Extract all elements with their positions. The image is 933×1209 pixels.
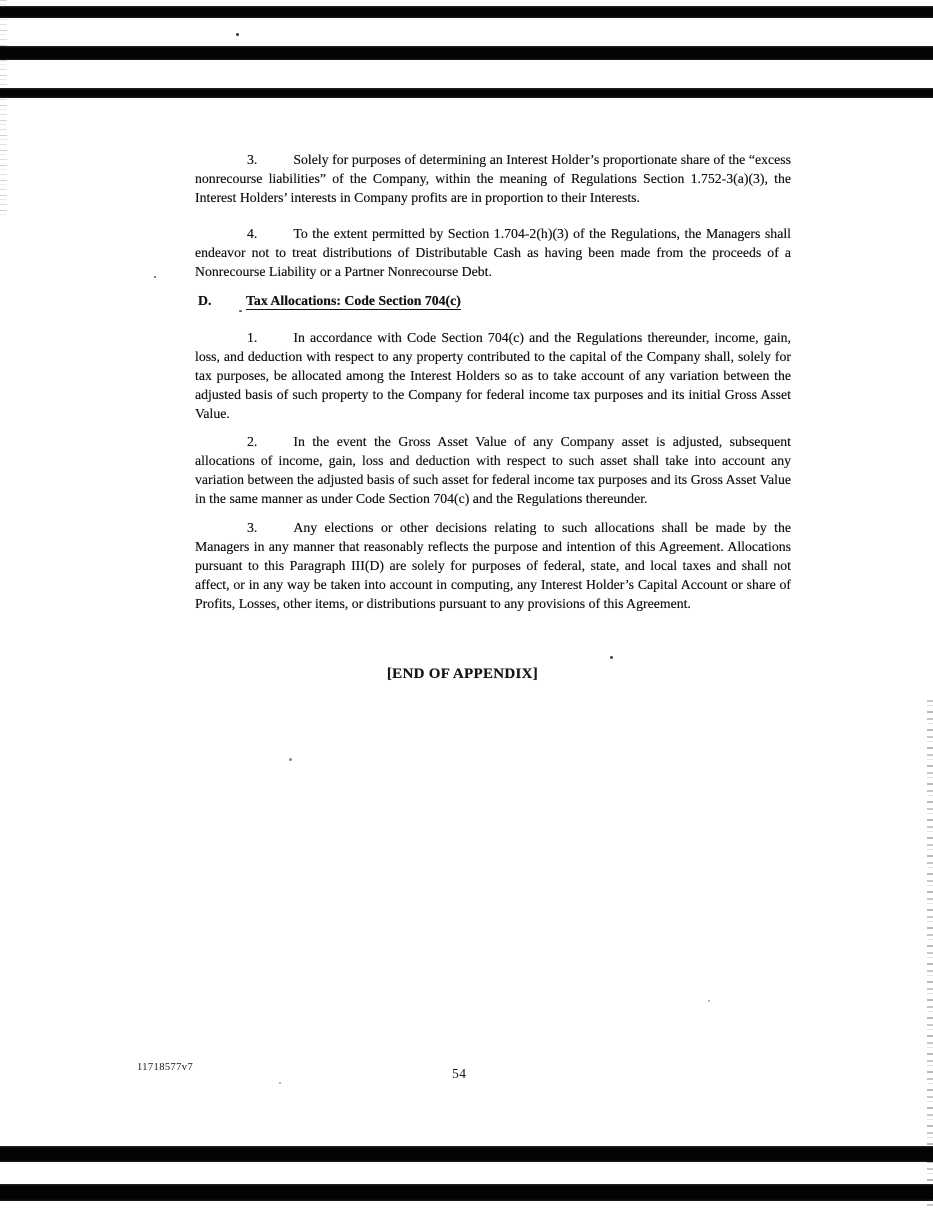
paragraph-text: To the extent permitted by Section 1.704-2(h)(3) of the Regulations, the Managers shall endeavor not to treat distributions of Distributable Cash as having been made from the proceeds of a Nonrecourse Liability or a Partner Nonrecourse Debt. — [195, 226, 791, 279]
scan-speck — [708, 1000, 710, 1002]
scan-noise-right-edge — [927, 700, 933, 1209]
section-paragraph-2 — [195, 432, 791, 508]
scan-speck — [154, 276, 156, 278]
paragraph-text: Any elections or other decisions relating to such allocations shall be made by the Managers in any manner that reasonably reflects the purpose and intention of this Agreement. Allocations pursuant to this Paragraph III(D) are solely for purposes of federal, state, and local taxes and shall not affect, or in any way be taken into account in computing, any Interest Holder’s Capital Account or share of Profits, Losses, other items, or distributions pursuant to any provisions of this Agreement. — [195, 520, 791, 611]
footer-document-number: 11718577v7 — [137, 1062, 194, 1073]
paragraph-number: 3. — [247, 152, 258, 167]
scan-speck — [279, 1082, 281, 1084]
scan-speck — [289, 758, 292, 761]
section-d-heading — [195, 291, 791, 311]
scan-artifact-bar-bottom-2 — [0, 1184, 933, 1201]
paragraph-3 — [195, 150, 791, 207]
scan-artifact-bar-top-3 — [0, 88, 933, 98]
document-body — [195, 150, 791, 613]
paragraph-number: 3. — [247, 520, 258, 535]
scan-artifact-bar-top-2 — [0, 46, 933, 60]
paragraph-text: In the event the Gross Asset Value of any Company asset is adjusted, subsequent allocations of income, gain, loss and deduction with respect to such asset shall take into account any variation between the adjusted basis of such asset for federal income tax purposes and its Gross Asset Value in the same manner as under Code Section 704(c) and the Regulations thereunder. — [195, 434, 791, 506]
footer-page-number: 54 — [452, 1066, 467, 1081]
section-paragraph-3 — [195, 518, 791, 613]
section-title: Tax Allocations: Code Section 704(c) — [246, 293, 461, 308]
paragraph-number: 1. — [247, 330, 258, 345]
paragraph-text: In accordance with Code Section 704(c) and the Regulations thereunder, income, gain, loss, and deduction with respect to any property contributed to the capital of the Company shall, solely for tax purposes, be allocated among the Interest Holders so as to take account of any variation between the adjusted basis of such property to the Company for federal income tax purposes and its initial Gross Asset Value. — [195, 330, 791, 421]
section-label: D. — [198, 293, 212, 308]
paragraph-4 — [195, 224, 791, 281]
scan-speck — [610, 656, 613, 659]
section-paragraph-1 — [195, 328, 791, 423]
scan-speck — [236, 33, 239, 36]
scan-artifact-bar-bottom-1 — [0, 1146, 933, 1162]
end-of-appendix-marker: [END OF APPENDIX] — [386, 666, 539, 682]
paragraph-number: 2. — [247, 434, 258, 449]
paragraph-text: Solely for purposes of determining an Interest Holder’s proportionate share of the “excess nonrecourse liabilities” of the Company, within the meaning of Regulations Section 1.752-3(a)(3), the Interest Holders’ interests in Company profits are in proportion to their Interests. — [195, 152, 791, 205]
paragraph-number: 4. — [247, 226, 258, 241]
scan-artifact-bar-top-1 — [0, 6, 933, 18]
scan-noise-left-edge — [0, 0, 7, 218]
